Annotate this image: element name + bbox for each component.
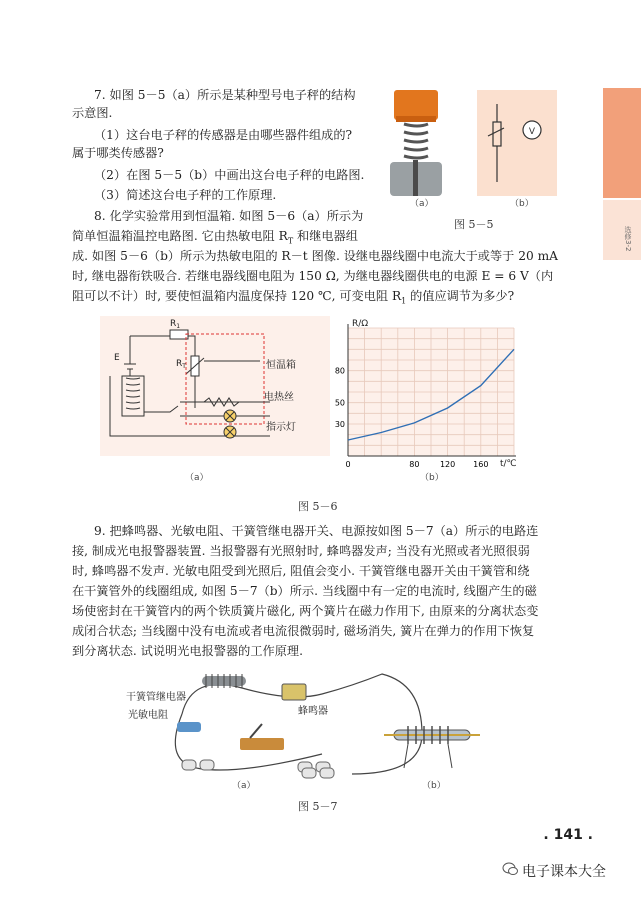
q8-line1: 8. 化学实验常用到恒温箱. 如图 5－6（a）所示为	[94, 209, 364, 223]
q7-line1: 7. 如图 5－5（a）所示是某种型号电子秤的结构	[94, 88, 356, 102]
fig55-a: （a）	[410, 199, 434, 209]
q7-line4: 属于哪类传感器?	[72, 146, 164, 160]
fig-5-6b-chart	[324, 316, 524, 486]
circuit-b-bg	[477, 90, 557, 196]
label-rt: $R_T$	[176, 359, 186, 370]
q8-line2: 简单恒温箱温控电路图. 它由热敏电阻 $R_T$ 和继电器组	[72, 229, 358, 246]
fig57-caption: 图 5－7	[298, 800, 338, 813]
fig56-a: （a）	[185, 473, 209, 483]
q7-line3: （1）这台电子秤的传感器是由哪些器件组成的?	[94, 128, 353, 142]
side-tab-text: 选修3-2	[624, 226, 632, 252]
q9-line1: 9. 把蜂鸣器、光敏电阻、干簧管继电器开关、电源按如图 5－7（a）所示的电路连	[94, 524, 539, 538]
label-heater: 电热丝	[264, 392, 294, 403]
label-e: E	[114, 353, 120, 363]
q9-line5: 场使密封在干簧管内的两个铁质簧片磁化, 两个簧片在磁力作用下, 由原来的分离状态变	[72, 604, 539, 618]
label-lamp: 指示灯	[266, 422, 296, 433]
voltmeter-label: V	[528, 127, 536, 137]
q7-line6: （3）简述这台电子秤的工作原理.	[94, 188, 277, 202]
q8-line5: 阻可以不计）时, 要使恒温箱内温度保持 120 ℃, 可变电阻 $R_1$ 的值应调节为多少?	[72, 289, 515, 306]
fig55-caption: 图 5－5	[454, 218, 494, 231]
q9-line3: 时, 蜂鸣器不发声. 光敏电阻受到光照后, 阻值会变小. 干簧管继电器开关由干簧管和绕	[72, 564, 530, 578]
y-axis-label: R/Ω	[352, 319, 369, 329]
y-tick-label: 80	[334, 366, 345, 376]
fig57-b: （b）	[422, 781, 446, 791]
x-tick-label: 160	[473, 460, 489, 469]
alarm-illustration	[175, 674, 422, 778]
x-axis-label: t/℃	[500, 459, 517, 469]
q7-line2: 示意图.	[72, 106, 113, 120]
wechat-icon	[502, 862, 518, 876]
q7-line5: （2）在图 5－5（b）中画出这台电子秤的电路图.	[94, 168, 365, 182]
q8-line3: 成. 如图 5－6（b）所示为热敏电阻的 R－t 图像. 设继电器线圈中电流大于或等于 20 mA	[72, 249, 558, 263]
fig-5-5	[382, 82, 582, 212]
y-tick-label: 30	[334, 420, 345, 429]
scale-illustration	[390, 90, 442, 196]
watermark: 电子课本大全	[522, 864, 606, 880]
reed-relay-illustration	[384, 726, 480, 768]
fig-5-7	[122, 664, 502, 800]
fig55-b: （b）	[510, 199, 534, 209]
q9-line7: 到分离状态. 试说明光电报警器的工作原理.	[72, 644, 303, 658]
fig-5-6a	[100, 316, 330, 486]
x-tick-label: 120	[439, 460, 456, 469]
label-ldr: 光敏电阻	[128, 710, 168, 721]
side-tab	[603, 88, 641, 198]
x-tick-label: 0	[345, 460, 351, 469]
page-number: . 141 .	[543, 827, 593, 843]
y-tick-label: 50	[334, 398, 345, 408]
fig57-a: （a）	[232, 781, 256, 791]
label-box: 恒温箱	[266, 360, 296, 371]
x-tick-labels	[345, 460, 488, 469]
label-buzzer: 蜂鸣器	[298, 706, 328, 717]
x-tick-label: 80	[409, 460, 420, 469]
label-relay: 干簧管继电器	[126, 692, 186, 703]
side-tab-light	[603, 200, 641, 260]
y-tick-labels	[335, 367, 345, 429]
q9-line2: 接, 制成光电报警器装置. 当报警器有光照射时, 蜂鸣器发声; 当没有光照或者光照很弱	[72, 544, 530, 558]
label-r1: $R_1$	[170, 319, 181, 330]
q8-line4: 时, 继电器衔铁吸合. 若继电器线圈电阻为 150 Ω, 为继电器线圈供电的电源 E = 6 V（内	[72, 269, 554, 283]
circuit-a-bg	[100, 316, 330, 456]
fig56-b: （b）	[420, 473, 444, 483]
q9-line4: 在干簧管外的线圈组成, 如图 5－7（b）所示. 当线圈中有一定的电流时, 线圈产生的磁	[72, 584, 537, 598]
q9-line6: 成闭合状态; 当线圈中没有电流或者电流很微弱时, 磁场消失, 簧片在弹力的作用下恢复	[72, 624, 535, 638]
fig56-caption: 图 5－6	[298, 500, 338, 513]
